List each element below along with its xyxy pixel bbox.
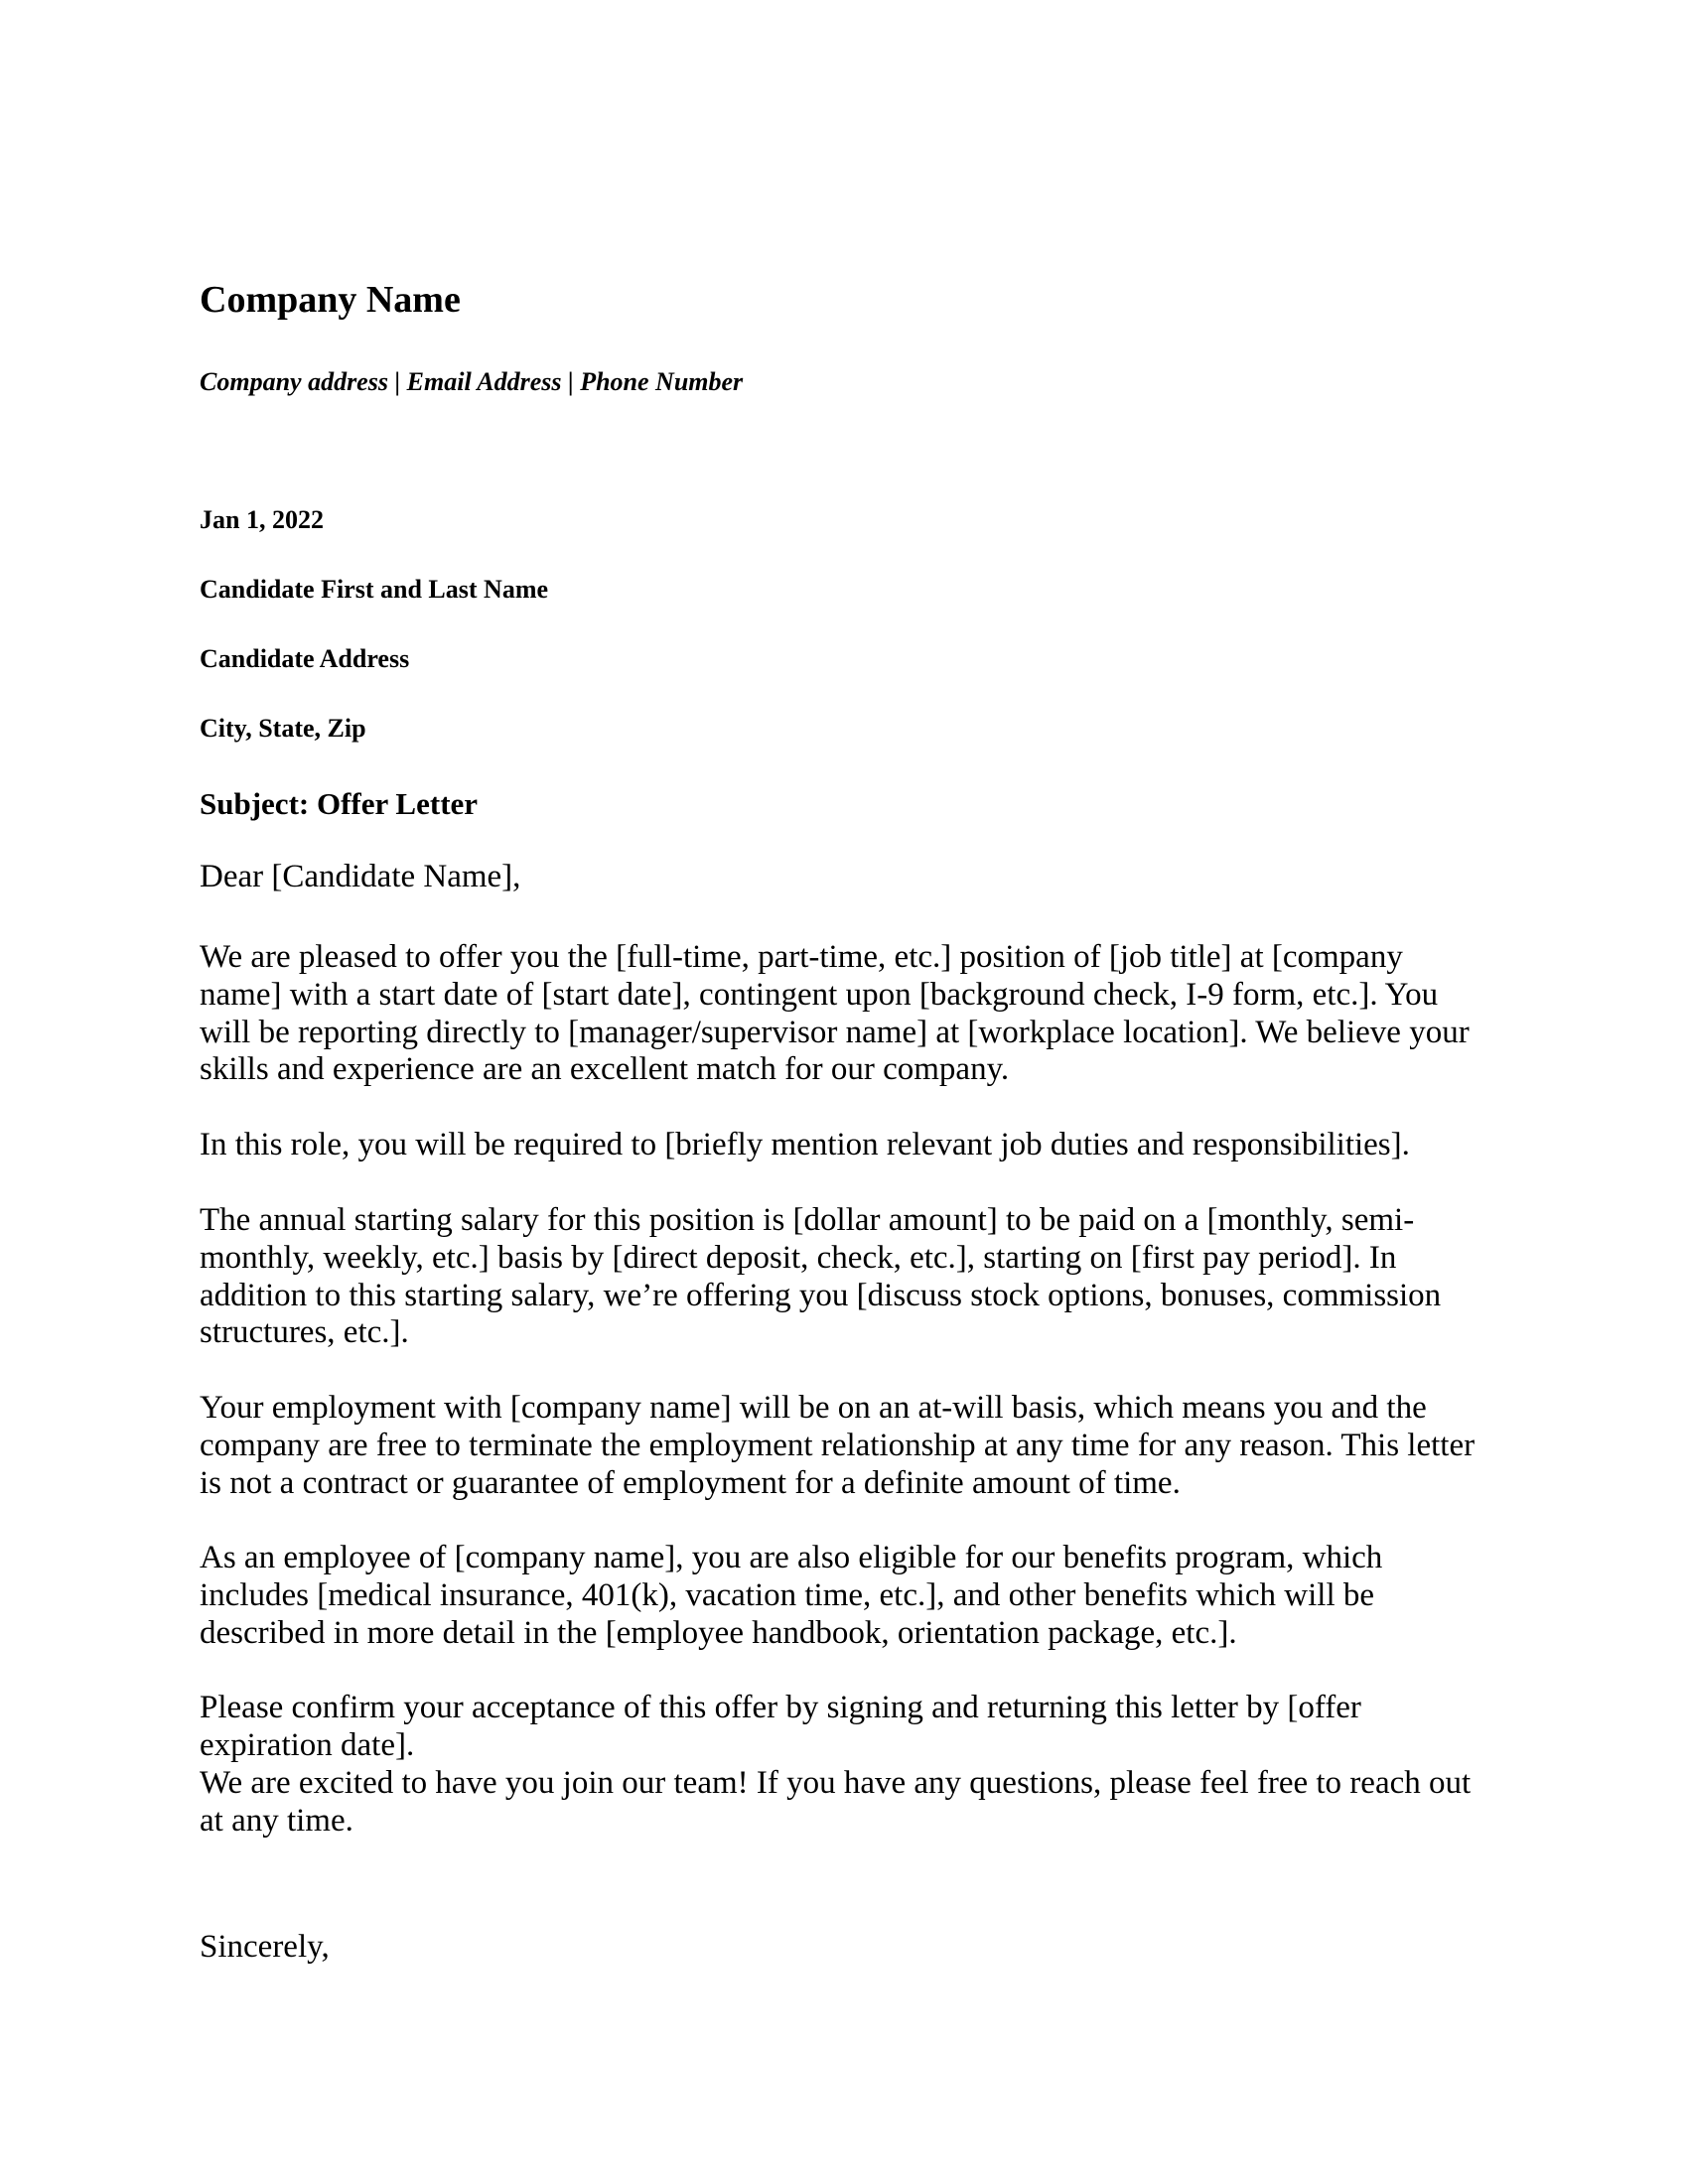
paragraph-line: will be reporting directly to [manager/supervisor name] at [workplace location]. We believe your xyxy=(200,1014,1470,1050)
paragraph-line: We are excited to have you join our team! If you have any questions, please feel free to reach out xyxy=(200,1765,1472,1801)
candidate-address: Candidate Address xyxy=(200,644,410,673)
paragraph-role xyxy=(200,1127,1510,1164)
paragraph-line: company are free to terminate the employment relationship at any time for any reason. This letter xyxy=(200,1427,1476,1463)
paragraph-line: Your employment with [company name] will be on an at-will basis, which means you and the xyxy=(200,1390,1427,1426)
paragraph-line: We are pleased to offer you the [full-time, part-time, etc.] position of [job title] at [company xyxy=(200,939,1403,975)
candidate-name: Candidate First and Last Name xyxy=(200,575,549,604)
paragraph-salary xyxy=(200,1202,1510,1352)
paragraph-welcome xyxy=(200,1765,1510,1841)
paragraph-confirm xyxy=(200,1690,1510,1765)
paragraph-line: name] with a start date of [start date], contingent upon [background check, I-9 form, etc.]. You xyxy=(200,976,1439,1013)
paragraph-at-will xyxy=(200,1390,1510,1502)
paragraph-offer xyxy=(200,939,1510,1089)
closing: Sincerely, xyxy=(200,1929,330,1965)
paragraph-line: structures, etc.]. xyxy=(200,1314,409,1351)
paragraph-line: monthly, weekly, etc.] basis by [direct deposit, check, etc.], starting on [first pay period]. In xyxy=(200,1239,1397,1276)
paragraph-line: includes [medical insurance, 401(k), vacation time, etc.], and other benefits which will be xyxy=(200,1576,1375,1613)
paragraph-line: expiration date]. xyxy=(200,1726,415,1763)
paragraph-line: at any time. xyxy=(200,1802,353,1839)
paragraph-line: is not a contract or guarantee of employment for a definite amount of time. xyxy=(200,1464,1181,1501)
salutation: Dear [Candidate Name], xyxy=(200,859,521,894)
company-name: Company Name xyxy=(200,279,461,321)
subject-line: Subject: Offer Letter xyxy=(200,786,479,821)
paragraph-line: addition to this starting salary, we’re offering you [discuss stock options, bonuses, commission xyxy=(200,1277,1442,1313)
paragraph-line: Please confirm your acceptance of this offer by signing and returning this letter by [offer xyxy=(200,1690,1361,1725)
paragraph-line: skills and experience are an excellent match for our company. xyxy=(200,1051,1010,1088)
company-contact-line: Company address | Email Address | Phone Number xyxy=(200,367,744,396)
paragraph-line: The annual starting salary for this position is [dollar amount] to be paid on a [monthly, semi- xyxy=(200,1202,1415,1238)
paragraph-benefits xyxy=(200,1540,1510,1652)
paragraph-line: described in more detail in the [employee handbook, orientation package, etc.]. xyxy=(200,1614,1237,1651)
paragraph-line: As an employee of [company name], you are also eligible for our benefits program, which xyxy=(200,1540,1383,1575)
letter-date: Jan 1, 2022 xyxy=(200,505,324,534)
candidate-city-state-zip: City, State, Zip xyxy=(200,714,366,743)
paragraph-line: In this role, you will be required to [briefly mention relevant job duties and responsibilities]. xyxy=(200,1127,1410,1162)
